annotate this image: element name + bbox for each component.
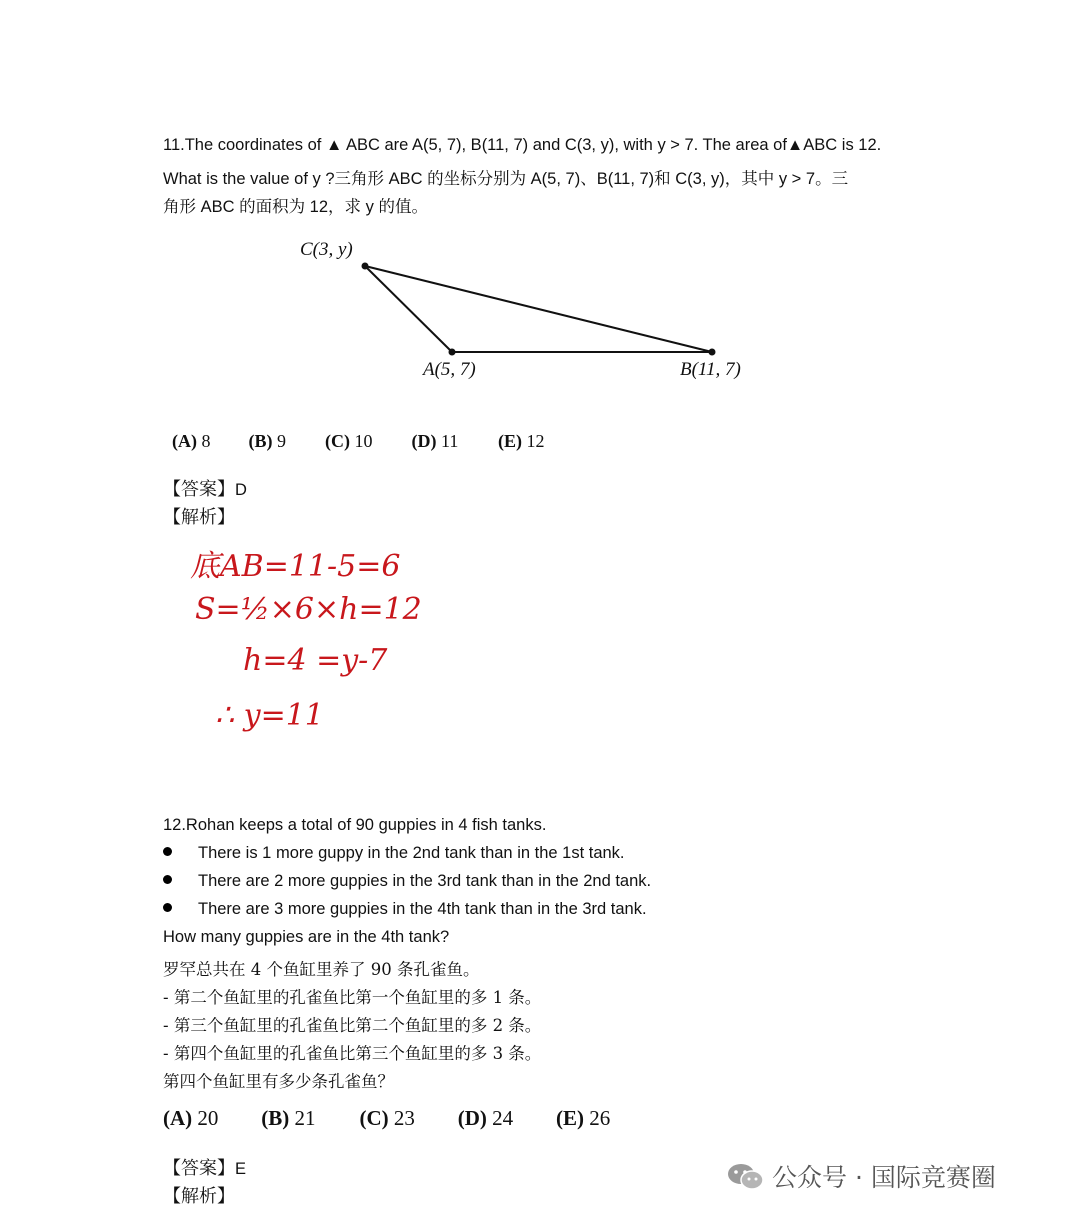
q12-cn-line-2: - 第二个鱼缸里的孔雀鱼比第一个鱼缸里的多 1 条。 bbox=[163, 988, 542, 1007]
label-a: A(5, 7) bbox=[423, 359, 476, 380]
q12-bullet-2: There are 2 more guppies in the 3rd tank than in the 2nd tank. bbox=[163, 872, 651, 891]
handwriting-line-2: S=½×6×h=12 bbox=[195, 592, 422, 627]
point-b bbox=[709, 349, 716, 356]
q12-cn-line-5: 第四个鱼缸里有多少条孔雀鱼？ bbox=[163, 1072, 394, 1091]
q12-cn-line-1: 罗罕总共在 4 个鱼缸里养了 90 条孔雀鱼。 bbox=[163, 960, 480, 979]
answer-label: 【答案】 bbox=[163, 479, 235, 500]
q12-choice-c: (C) 23 bbox=[359, 1106, 415, 1130]
q11-line-1: 11.The coordinates of ▲ ABC are A(5, 7), B(11, 7) and C(3, y), with y > 7. The area of▲ABC is 12. bbox=[163, 136, 882, 154]
wechat-icon bbox=[726, 1161, 766, 1191]
q11-choice-c: (C) 10 bbox=[325, 431, 373, 451]
q11-choice-b: (B) 9 bbox=[248, 431, 286, 451]
point-c bbox=[362, 263, 369, 270]
triangle-figure bbox=[280, 228, 780, 388]
q12-cn-line-4: - 第四个鱼缸里的孔雀鱼比第三个鱼缸里的多 3 条。 bbox=[163, 1044, 542, 1063]
q11-choice-a: (A) 8 bbox=[172, 431, 211, 451]
side-ca bbox=[365, 266, 452, 352]
handwriting-line-4: ∴ y=11 bbox=[215, 698, 324, 733]
bullet-dot bbox=[163, 875, 172, 884]
q11-answer-row bbox=[163, 475, 247, 501]
q11-choice-e: (E) 12 bbox=[498, 431, 545, 451]
q12-choice-d: (D) 24 bbox=[457, 1106, 514, 1130]
handwriting-line-3: h=4 =y-7 bbox=[243, 643, 388, 678]
q11-choices bbox=[172, 431, 545, 452]
q12-analysis-label: 【解析】 bbox=[163, 1186, 235, 1207]
q12-bullet-3: There are 3 more guppies in the 4th tank than in the 3rd tank. bbox=[163, 900, 647, 919]
side-cb bbox=[365, 266, 712, 352]
answer-value: D bbox=[235, 481, 247, 499]
bullet-dot bbox=[163, 903, 172, 912]
point-a bbox=[449, 349, 456, 356]
q12-choices bbox=[163, 1106, 610, 1131]
q11-line-2: What is the value of y ?三角形 ABC 的坐标分别为 A(5, 7)、B(11, 7)和 C(3, y)，其中 y > 7。三 bbox=[163, 170, 849, 188]
q11-analysis-label: 【解析】 bbox=[163, 507, 235, 528]
q12-choice-b: (B) 21 bbox=[261, 1106, 316, 1130]
q11-choice-d: (D) 11 bbox=[411, 431, 459, 451]
q12-choice-a: (A) 20 bbox=[163, 1106, 219, 1130]
q12-choice-e: (E) 26 bbox=[556, 1106, 611, 1130]
label-b: B(11, 7) bbox=[680, 359, 741, 380]
q12-cn-line-3: - 第三个鱼缸里的孔雀鱼比第二个鱼缸里的多 2 条。 bbox=[163, 1016, 542, 1035]
answer-value: E bbox=[235, 1160, 247, 1178]
bullet-dot bbox=[163, 847, 172, 856]
wechat-watermark: 公众号 · 国际竞赛圈 bbox=[726, 1158, 996, 1194]
handwriting-line-1: 底AB=11-5=6 bbox=[190, 549, 401, 584]
label-c: C(3, y) bbox=[300, 239, 353, 260]
q12-answer-row bbox=[163, 1154, 246, 1180]
q12-bullet-1: There is 1 more guppy in the 2nd tank than in the 1st tank. bbox=[163, 844, 625, 863]
q12-question: How many guppies are in the 4th tank? bbox=[163, 928, 450, 946]
answer-label: 【答案】 bbox=[163, 1158, 235, 1179]
q11-line-3: 角形 ABC 的面积为 12，求 y 的值。 bbox=[163, 198, 428, 216]
q12-line-1: 12.Rohan keeps a total of 90 guppies in 4 fish tanks. bbox=[163, 816, 547, 834]
